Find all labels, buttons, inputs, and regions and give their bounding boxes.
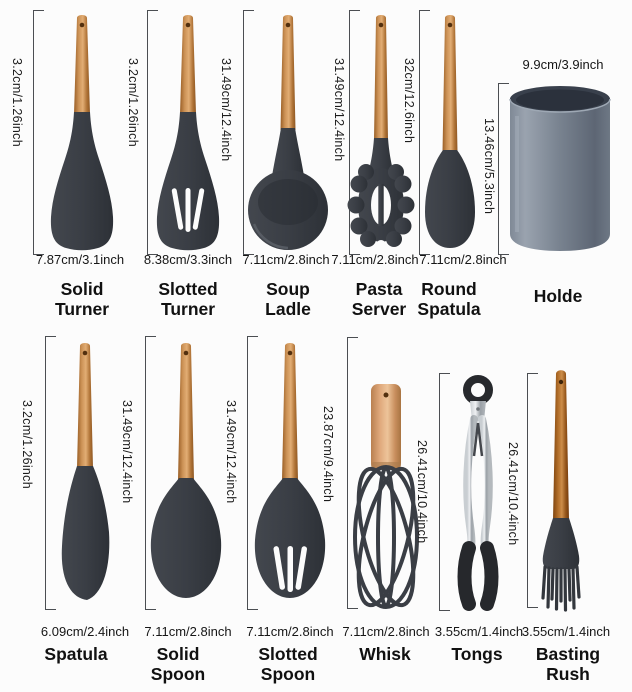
width-label: 6.09cm/2.4inch [40, 624, 130, 639]
height-label: 3.2cm/1.26inch [20, 400, 34, 489]
width-label: 3.55cm/1.4inch [521, 624, 611, 639]
height-label: 3.2cm/1.26inch [10, 58, 24, 147]
width-label: 8.38cm/3.3inch [143, 252, 233, 267]
width-label: 7.11cm/2.8inch [242, 252, 330, 267]
utensil-name: Round Spatula [417, 279, 481, 319]
utensil-name: Slotted Spoon [258, 644, 318, 684]
utensil-name: Whisk [359, 644, 411, 664]
utensil-name: Soup Ladle [265, 279, 311, 319]
utensil-name: Slotted Turner [158, 279, 218, 319]
width-label: 7.11cm/2.8inch [331, 252, 419, 267]
width-label: 7.11cm/2.8inch [342, 624, 430, 639]
height-label: 31.49cm/12.4inch [120, 400, 134, 504]
width-label: 7.11cm/2.8inch [246, 624, 334, 639]
height-label: 3.2cm/1.26inch [126, 58, 140, 147]
utensil-name: Spatula [44, 644, 108, 664]
height-label: 32cm/12.6inch [402, 58, 416, 144]
width-label: 7.11cm/2.8inch [144, 624, 232, 639]
height-label: 31.49cm/12.4inch [219, 58, 233, 162]
width-label: 3.55cm/1.4inch [434, 624, 524, 639]
height-label: 31.49cm/12.4inch [224, 400, 238, 504]
utensil-name: Pasta Server [351, 279, 407, 319]
height-label: 26.41cm/10.4inch [415, 440, 429, 544]
height-label: 26.41cm/10.4inch [506, 442, 520, 546]
width-label: 7.87cm/3.1inch [35, 252, 125, 267]
utensil-name: Solid Spoon [150, 644, 206, 684]
utensil-name: Solid Turner [54, 279, 110, 319]
height-label: 23.87cm/9.4inch [321, 406, 335, 503]
height-label: 31.49cm/12.4inch [332, 58, 346, 162]
basting-brush-graphic [536, 368, 586, 612]
top-width-label: 9.9cm/3.9inch [522, 57, 604, 72]
utensil-name: Holde [533, 286, 583, 306]
width-label: 7.11cm/2.8inch [419, 252, 507, 267]
utensil-name: Basting Rush [535, 644, 601, 684]
utensil-name: Tongs [451, 644, 503, 664]
height-label: 13.46cm/5.3inch [482, 118, 496, 215]
